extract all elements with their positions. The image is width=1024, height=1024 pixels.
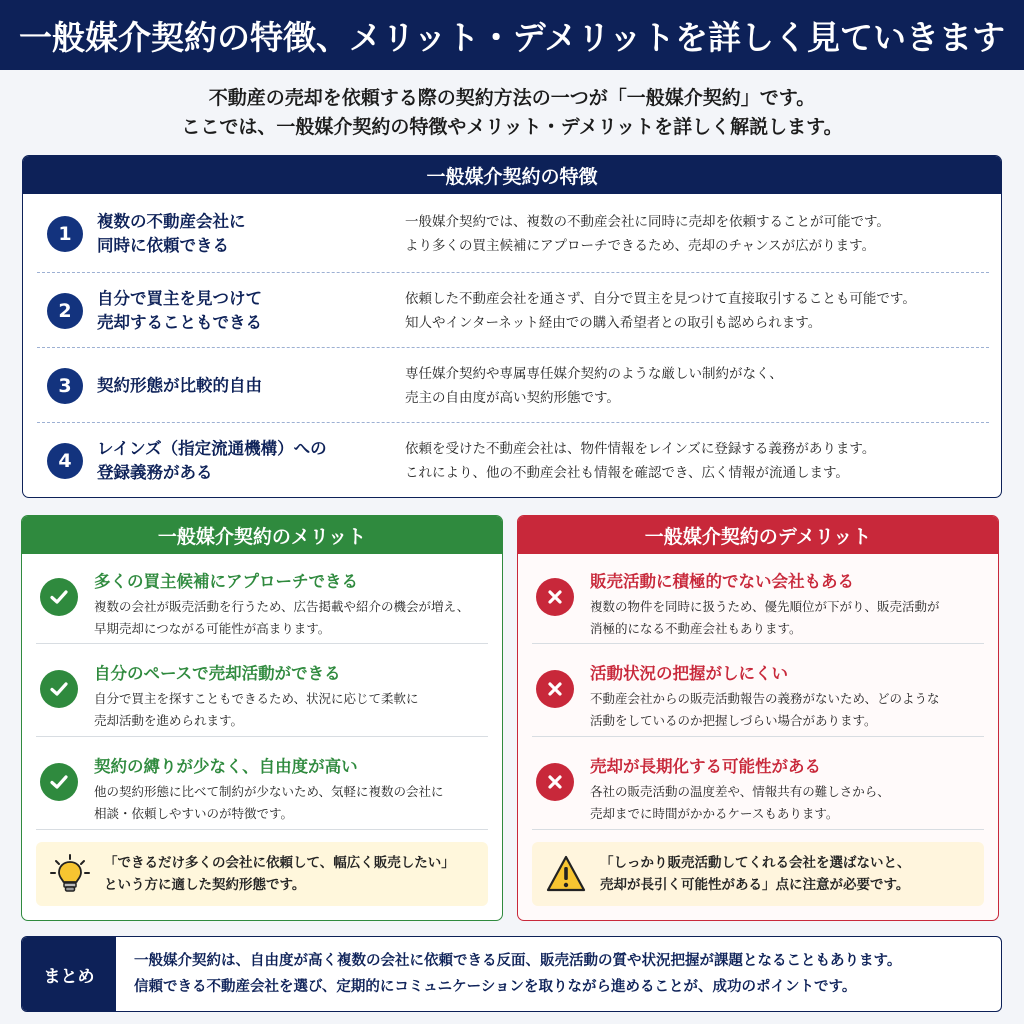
feature-heading-line: 自分で買主を見つけて — [97, 288, 262, 308]
merit-description-line: 売却活動を進められます。 — [94, 713, 244, 728]
feature-description — [405, 437, 875, 485]
merit-tip-note — [36, 842, 488, 906]
merit-description-line: 早期売却につながる可能性が高まります。 — [94, 621, 331, 636]
demerit-warning-note — [532, 842, 984, 906]
merit-heading: 自分のペースで売却活動ができる — [94, 664, 341, 683]
summary-line: 一般媒介契約は、自由度が高く複数の会社に依頼できる反面、販売活動の質や状況把握が課題となることもあります。 — [134, 953, 902, 969]
merit-panel — [21, 515, 503, 921]
feature-heading — [97, 437, 367, 485]
demerit-description-line: 各社の販売活動の温度差や、情報共有の難しさから、 — [590, 784, 890, 799]
features-panel — [22, 155, 1002, 498]
feature-description-line: これにより、他の不動産会社も情報を確認でき、広く情報が流通します。 — [405, 464, 849, 481]
merit-description-line: 自分で買主を探すこともできるため、状況に応じて柔軟に — [94, 691, 419, 706]
feature-description-line: 一般媒介契約では、複数の不動産会社に同時に売却を依頼することが可能です。 — [405, 213, 890, 230]
feature-item-2 — [37, 273, 989, 348]
merit-divider — [36, 643, 488, 644]
feature-heading — [97, 374, 367, 398]
merit-item-3 — [36, 745, 488, 835]
merit-description — [94, 781, 444, 825]
feature-number-badge: 1 — [47, 216, 83, 252]
merit-heading: 多くの買主候補にアプローチできる — [94, 572, 358, 591]
demerit-warning-line: 売却が長引く可能性がある」点に注意が必要です。 — [600, 877, 910, 893]
intro-line-1: 不動産の売却を依頼する際の契約方法の一つが「一般媒介契約」です。 — [208, 87, 816, 109]
merit-description — [94, 596, 469, 640]
demerit-heading: 売却が長期化する可能性がある — [590, 757, 821, 776]
demerit-divider — [532, 829, 984, 830]
intro-text — [0, 84, 1024, 142]
warning-icon — [546, 854, 586, 894]
merit-tip-text — [104, 852, 455, 896]
intro-line-2: ここでは、一般媒介契約の特徴やメリット・デメリットを詳しく解説します。 — [181, 116, 843, 138]
feature-item-1 — [37, 196, 989, 271]
feature-item-4 — [37, 423, 989, 498]
demerit-heading: 販売活動に積極的でない会社もある — [590, 572, 854, 591]
feature-heading-line: レインズ（指定流通機構）への — [97, 438, 327, 458]
demerit-title: 一般媒介契約のデメリット — [518, 516, 998, 554]
x-circle-icon — [536, 578, 574, 616]
check-circle-icon — [40, 763, 78, 801]
demerit-divider — [532, 736, 984, 737]
merit-divider — [36, 736, 488, 737]
summary-label: まとめ — [22, 937, 116, 1011]
summary-text — [116, 937, 901, 1011]
feature-description-line: 依頼した不動産会社を通さず、自分で買主を見つけて直接取引することも可能です。 — [405, 290, 916, 307]
feature-description-line: 依頼を受けた不動産会社は、物件情報をレインズに登録する義務があります。 — [405, 440, 876, 457]
feature-heading-line: 同時に依頼できる — [97, 235, 229, 255]
demerit-item-2 — [532, 652, 984, 742]
demerit-heading: 活動状況の把握がしにくい — [590, 664, 788, 683]
demerit-description-line: 不動産会社からの販売活動報告の義務がないため、どのような — [590, 691, 940, 706]
demerit-description — [590, 596, 940, 640]
merit-description — [94, 688, 419, 732]
merit-item-2 — [36, 652, 488, 742]
merit-item-1 — [36, 560, 488, 650]
feature-heading — [97, 287, 367, 335]
merit-description-line: 相談・依頼しやすいのが特徴です。 — [94, 806, 294, 821]
feature-description-line: 知人やインターネット経由での購入希望者との取引も認められます。 — [405, 314, 822, 331]
demerit-description-line: 売却までに時間がかかるケースもあります。 — [590, 806, 839, 821]
demerit-divider — [532, 643, 984, 644]
features-title: 一般媒介契約の特徴 — [23, 156, 1001, 194]
feature-heading — [97, 210, 367, 258]
feature-description-line: より多くの買主候補にアプローチできるため、売却のチャンスが広がります。 — [405, 237, 876, 254]
feature-number-badge: 3 — [47, 368, 83, 404]
demerit-description — [590, 688, 940, 732]
feature-description — [405, 210, 890, 258]
summary-box — [21, 936, 1002, 1012]
merit-tip-line: という方に適した契約形態です。 — [104, 877, 306, 893]
lightbulb-icon — [50, 854, 90, 894]
demerit-description-line: 複数の物件を同時に扱うため、優先順位が下がり、販売活動が — [590, 599, 940, 614]
demerit-description-line: 活動をしているのか把握しづらい場合があります。 — [590, 713, 877, 728]
merit-description-line: 複数の会社が販売活動を行うため、広告掲載や紹介の機会が増え、 — [94, 599, 470, 614]
feature-description — [405, 287, 916, 335]
page-title: 一般媒介契約の特徴、メリット・デメリットを詳しく見ていきます — [18, 17, 1006, 57]
feature-number-badge: 4 — [47, 443, 83, 479]
feature-description-line: 専任媒介契約や専属専任媒介契約のような厳しい制約がなく、 — [405, 365, 783, 382]
feature-item-3 — [37, 348, 989, 423]
check-circle-icon — [40, 670, 78, 708]
feature-description — [405, 362, 783, 410]
demerit-description-line: 消極的になる不動産会社もあります。 — [590, 621, 802, 636]
feature-heading-line: 契約形態が比較的自由 — [97, 375, 262, 395]
page-header — [0, 0, 1024, 70]
merit-heading: 契約の縛りが少なく、自由度が高い — [94, 757, 358, 776]
check-circle-icon — [40, 578, 78, 616]
x-circle-icon — [536, 670, 574, 708]
demerit-panel — [517, 515, 999, 921]
feature-heading-line: 売却することもできる — [97, 312, 262, 332]
demerit-warning-line: 「しっかり販売活動してくれる会社を選ばないと、 — [600, 855, 911, 871]
merit-title: 一般媒介契約のメリット — [22, 516, 502, 554]
demerit-item-1 — [532, 560, 984, 650]
summary-line: 信頼できる不動産会社を選び、定期的にコミュニケーションを取りながら進めることが、成功のポイントです。 — [134, 979, 857, 995]
x-circle-icon — [536, 763, 574, 801]
feature-description-line: 売主の自由度が高い契約形態です。 — [405, 389, 620, 406]
merit-description-line: 他の契約形態に比べて制約が少ないため、気軽に複数の会社に — [94, 784, 444, 799]
merit-tip-line: 「できるだけ多くの会社に依頼して、幅広く販売したい」 — [104, 855, 455, 871]
feature-number-badge: 2 — [47, 293, 83, 329]
demerit-description — [590, 781, 890, 825]
demerit-item-3 — [532, 745, 984, 835]
feature-heading-line: 登録義務がある — [97, 462, 213, 482]
demerit-warning-text — [600, 852, 911, 896]
feature-heading-line: 複数の不動産会社に — [97, 211, 246, 231]
merit-divider — [36, 829, 488, 830]
